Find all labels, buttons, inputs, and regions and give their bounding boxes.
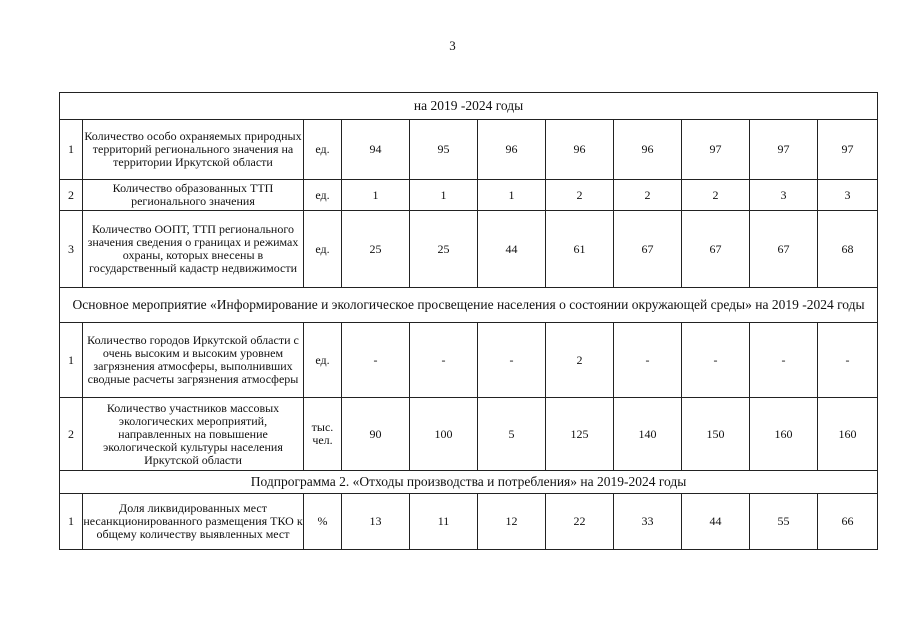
value-cell: 2 [614, 180, 682, 211]
table-row [60, 494, 878, 550]
value-cell: 2 [682, 180, 750, 211]
unit-of-measure: ед. [304, 323, 342, 398]
value-cell: 11 [410, 494, 478, 550]
value-cell: - [614, 323, 682, 398]
value-cell: 67 [614, 211, 682, 288]
indicator-name: Доля ликвидированных мест несанкционированного размещения ТКО к общему количеству выявленных мест [83, 494, 304, 550]
value-cell: 96 [614, 120, 682, 180]
value-cell: 61 [546, 211, 614, 288]
row-number: 1 [60, 323, 83, 398]
unit-of-measure: ед. [304, 180, 342, 211]
value-cell: 1 [410, 180, 478, 211]
value-cell: 3 [818, 180, 878, 211]
table-row [60, 323, 878, 398]
section-header: на 2019 -2024 годы [60, 93, 878, 120]
value-cell: - [682, 323, 750, 398]
value-cell: 1 [342, 180, 410, 211]
value-cell: - [410, 323, 478, 398]
value-cell: 22 [546, 494, 614, 550]
value-cell: 12 [478, 494, 546, 550]
page-number: 3 [449, 38, 456, 53]
value-cell: 3 [750, 180, 818, 211]
row-number: 1 [60, 494, 83, 550]
section-header-row [60, 288, 878, 323]
table-row [60, 120, 878, 180]
indicator-name: Количество особо охраняемых природных территорий регионального значения на территории Иркутской области [83, 120, 304, 180]
row-number: 1 [60, 120, 83, 180]
indicator-name: Количество участников массовых экологических мероприятий, направленных на повышение экологической культуры населения Иркутской области [83, 398, 304, 471]
value-cell: 100 [410, 398, 478, 471]
value-cell: 67 [750, 211, 818, 288]
row-number: 2 [60, 398, 83, 471]
value-cell: 95 [410, 120, 478, 180]
value-cell: 90 [342, 398, 410, 471]
table-row [60, 211, 878, 288]
value-cell: 97 [682, 120, 750, 180]
value-cell: 150 [682, 398, 750, 471]
value-cell: - [818, 323, 878, 398]
value-cell: 97 [818, 120, 878, 180]
section-header: Подпрограмма 2. «Отходы производства и потребления» на 2019-2024 годы [60, 471, 878, 494]
value-cell: 125 [546, 398, 614, 471]
indicators-table [59, 92, 878, 550]
value-cell: 33 [614, 494, 682, 550]
value-cell: 1 [478, 180, 546, 211]
table-row [60, 398, 878, 471]
value-cell: 2 [546, 323, 614, 398]
value-cell: 68 [818, 211, 878, 288]
unit-of-measure: ед. [304, 120, 342, 180]
indicator-name: Количество ООПТ, ТТП регионального значения сведения о границах и режимах охраны, которых внесены в государственный кадастр недвижимости [83, 211, 304, 288]
section-header-row [60, 93, 878, 120]
value-cell: 13 [342, 494, 410, 550]
indicator-name: Количество образованных ТТП регионального значения [83, 180, 304, 211]
value-cell: 160 [750, 398, 818, 471]
value-cell: 97 [750, 120, 818, 180]
value-cell: 2 [546, 180, 614, 211]
unit-of-measure: тыс. чел. [304, 398, 342, 471]
value-cell: 96 [478, 120, 546, 180]
indicator-name: Количество городов Иркутской области с очень высоким и высоким уровнем загрязнения атмосферы, выполнивших сводные расчеты загрязнения атмосферы [83, 323, 304, 398]
value-cell: 160 [818, 398, 878, 471]
unit-of-measure: ед. [304, 211, 342, 288]
value-cell: 25 [342, 211, 410, 288]
row-number: 3 [60, 211, 83, 288]
section-header-row [60, 471, 878, 494]
value-cell: - [342, 323, 410, 398]
value-cell: 67 [682, 211, 750, 288]
value-cell: - [478, 323, 546, 398]
row-number: 2 [60, 180, 83, 211]
value-cell: 44 [478, 211, 546, 288]
value-cell: 140 [614, 398, 682, 471]
table-row [60, 180, 878, 211]
value-cell: 96 [546, 120, 614, 180]
unit-of-measure: % [304, 494, 342, 550]
value-cell: 25 [410, 211, 478, 288]
value-cell: 55 [750, 494, 818, 550]
value-cell: 94 [342, 120, 410, 180]
value-cell: 5 [478, 398, 546, 471]
value-cell: - [750, 323, 818, 398]
value-cell: 44 [682, 494, 750, 550]
section-header: Основное мероприятие «Информирование и экологическое просвещение населения о состоянии окружающей среды» на 2019 -2024 годы [60, 288, 878, 323]
value-cell: 66 [818, 494, 878, 550]
